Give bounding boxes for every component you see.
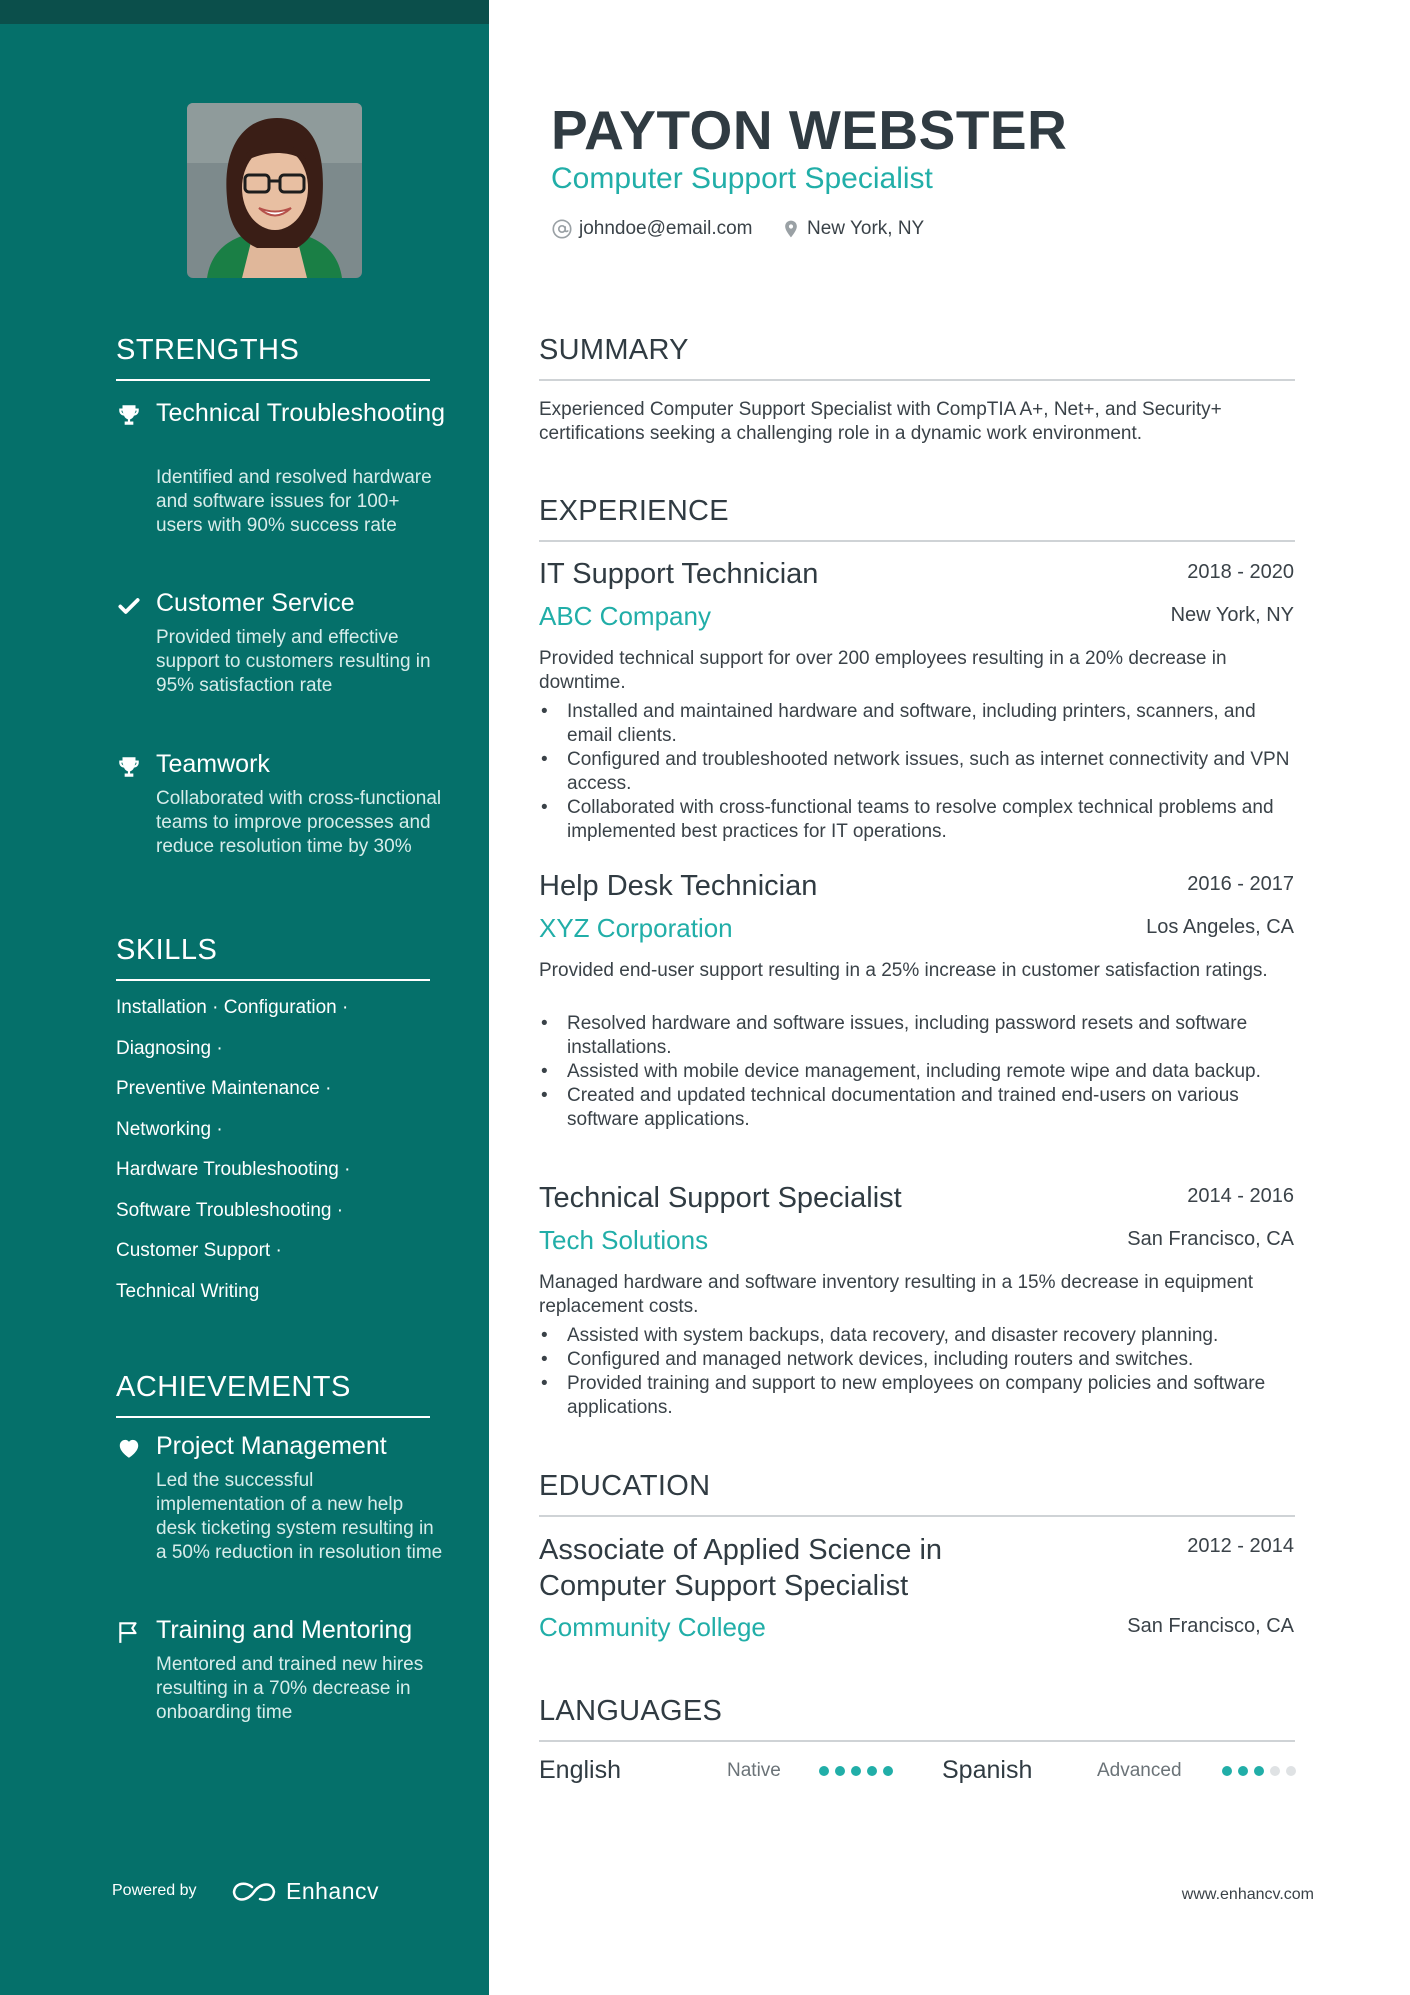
at-icon: [551, 218, 573, 240]
achievement-title-2: Training and Mentoring: [156, 1616, 413, 1644]
skill-line-5: [116, 1158, 350, 1182]
strength-title-2: Customer Service: [156, 589, 355, 617]
job-title-2: Help Desk Technician: [539, 870, 818, 902]
email-text: johndoe@email.com: [579, 218, 753, 239]
list-item: • Installed and maintained hardware and software, including printers, scanners, and email clients.: [539, 700, 1299, 748]
skill-item: Configuration: [223, 997, 337, 1018]
trophy-icon: [116, 754, 142, 780]
list-item: • Assisted with system backups, data recovery, and disaster recovery planning.: [539, 1324, 1299, 1348]
skill-separator: ·: [344, 1159, 351, 1180]
skill-item: Diagnosing: [116, 1038, 212, 1059]
profile-photo: [187, 103, 362, 278]
achievement-desc-1: Led the successful implementation of a new help desk ticketing system resulting in a 50% reduction in resolution time: [156, 1470, 443, 1563]
rating-dot-filled: [867, 1766, 877, 1776]
language-rating-1: [819, 1766, 893, 1776]
strength-desc-3: Collaborated with cross-functional teams to improve processes and reduce resolution time by 30%: [156, 788, 442, 857]
check-icon: [116, 593, 142, 619]
skill-line-2: [116, 1037, 223, 1061]
education-dates: 2012 - 2014: [1187, 1535, 1294, 1557]
location-pin-icon: [781, 218, 801, 240]
skill-separator: ·: [216, 1038, 223, 1059]
job-summary-2: Provided end-user support resulting in a 25% increase in customer satisfaction ratings.: [539, 960, 1268, 981]
education-degree: Associate of Applied Science in Computer Support Specialist: [539, 1534, 943, 1602]
skill-separator: ·: [325, 1078, 332, 1099]
rating-dot-filled: [819, 1766, 829, 1776]
job-dates-2: 2016 - 2017: [1187, 873, 1294, 895]
skill-item: Software Troubleshooting: [116, 1200, 332, 1221]
language-level-2: Advanced: [1097, 1760, 1182, 1781]
enhancv-logo[interactable]: [230, 1878, 379, 1905]
job-summary-1: Provided technical support for over 200 employees resulting in a 20% decrease in downtime.: [539, 648, 1227, 693]
heart-icon: [116, 1435, 142, 1461]
skill-item: Preventive Maintenance: [116, 1078, 320, 1099]
achievement-title-1: Project Management: [156, 1432, 387, 1460]
strength-desc-2: Provided timely and effective support to customers resulting in 95% satisfaction rate: [156, 627, 431, 696]
summary-heading: SUMMARY: [539, 334, 1295, 381]
strength-title-1: Technical Troubleshooting: [156, 399, 446, 427]
job-location-3: San Francisco, CA: [1127, 1228, 1294, 1250]
job-company-2: XYZ Corporation: [539, 913, 733, 943]
contact-email[interactable]: [551, 218, 753, 240]
job-dates-3: 2014 - 2016: [1187, 1185, 1294, 1207]
contact-location: [781, 218, 924, 240]
strengths-heading: STRENGTHS: [116, 334, 430, 381]
list-item: • Assisted with mobile device management, including remote wipe and data backup.: [539, 1060, 1299, 1084]
rating-dot-filled: [1222, 1766, 1232, 1776]
sidebar-top-band: [0, 0, 489, 24]
summary-text: Experienced Computer Support Specialist with CompTIA A+, Net+, and Security+ certifications seeking a challenging role in a dynamic work environment.: [539, 399, 1222, 444]
flag-icon: [116, 1619, 142, 1645]
rating-dot-filled: [851, 1766, 861, 1776]
skill-line-3: [116, 1077, 331, 1101]
skill-separator: ·: [342, 997, 349, 1018]
language-name-2: Spanish: [942, 1756, 1033, 1784]
skill-line-1: [116, 996, 348, 1020]
job-title-3: Technical Support Specialist: [539, 1182, 902, 1214]
skill-item: Installation: [116, 997, 207, 1018]
rating-dot-empty: [1286, 1766, 1296, 1776]
list-item: • Configured and troubleshooted network issues, such as internet connectivity and VPN access.: [539, 748, 1299, 796]
trophy-icon: [116, 402, 142, 428]
education-heading: EDUCATION: [539, 1470, 1295, 1517]
sidebar: [0, 0, 489, 1995]
skill-line-8: [116, 1280, 259, 1304]
language-rating-2: [1222, 1766, 1296, 1776]
education-location: San Francisco, CA: [1127, 1615, 1294, 1637]
strength-title-3: Teamwork: [156, 750, 270, 778]
skills-heading: SKILLS: [116, 934, 430, 981]
enhancv-brand: Enhancv: [286, 1878, 380, 1904]
skill-item: Technical Writing: [116, 1281, 260, 1302]
list-item: • Created and updated technical documentation and trained end-users on various software applications.: [539, 1084, 1299, 1132]
job-bullets-1: [539, 700, 1299, 844]
job-bullets-2: [539, 1012, 1299, 1132]
languages-heading: LANGUAGES: [539, 1695, 1295, 1742]
list-item: • Configured and managed network devices, including routers and switches.: [539, 1348, 1299, 1372]
rating-dot-filled: [1254, 1766, 1264, 1776]
skill-line-4: [116, 1118, 223, 1142]
experience-heading: EXPERIENCE: [539, 495, 1295, 542]
job-title-1: IT Support Technician: [539, 558, 819, 590]
list-item: • Collaborated with cross-functional teams to resolve complex technical problems and implemented best practices for IT operations.: [539, 796, 1299, 844]
job-summary-3: Managed hardware and software inventory resulting in a 15% decrease in equipment replacement costs.: [539, 1272, 1253, 1317]
rating-dot-empty: [1270, 1766, 1280, 1776]
job-location-1: New York, NY: [1170, 604, 1294, 626]
job-location-2: Los Angeles, CA: [1146, 916, 1294, 938]
job-dates-1: 2018 - 2020: [1187, 561, 1294, 583]
location-text: New York, NY: [807, 218, 925, 239]
footer-url[interactable]: www.enhancv.com: [1181, 1886, 1314, 1903]
skill-separator: ·: [212, 997, 219, 1018]
achievement-desc-2: Mentored and trained new hires resulting in a 70% decrease in onboarding time: [156, 1654, 424, 1723]
skill-separator: ·: [216, 1119, 223, 1140]
language-level-1: Native: [727, 1760, 781, 1781]
skill-line-7: [116, 1239, 282, 1263]
skill-item: Networking: [116, 1119, 212, 1140]
job-company-3: Tech Solutions: [539, 1225, 709, 1255]
list-item: • Provided training and support to new employees on company policies and software applications.: [539, 1372, 1299, 1420]
rating-dot-filled: [835, 1766, 845, 1776]
job-company-1: ABC Company: [539, 601, 711, 631]
skill-item: Hardware Troubleshooting: [116, 1159, 339, 1180]
rating-dot-filled: [883, 1766, 893, 1776]
powered-by-label: Powered by: [112, 1882, 197, 1899]
candidate-name: PAYTON WEBSTER: [551, 99, 1068, 161]
achievements-heading: ACHIEVEMENTS: [116, 1371, 430, 1418]
skill-separator: ·: [275, 1240, 282, 1261]
language-name-1: English: [539, 1756, 621, 1784]
skill-line-6: [116, 1199, 343, 1223]
strength-desc-1: Identified and resolved hardware and software issues for 100+ users with 90% success rate: [156, 467, 432, 536]
education-school: Community College: [539, 1612, 766, 1642]
job-bullets-3: [539, 1324, 1299, 1420]
enhancv-mark-icon: [230, 1879, 278, 1905]
candidate-title: Computer Support Specialist: [551, 162, 933, 195]
skill-item: Customer Support: [116, 1240, 271, 1261]
skill-separator: ·: [336, 1200, 344, 1221]
list-item: • Resolved hardware and software issues, including password resets and software installations.: [539, 1012, 1299, 1060]
rating-dot-filled: [1238, 1766, 1248, 1776]
